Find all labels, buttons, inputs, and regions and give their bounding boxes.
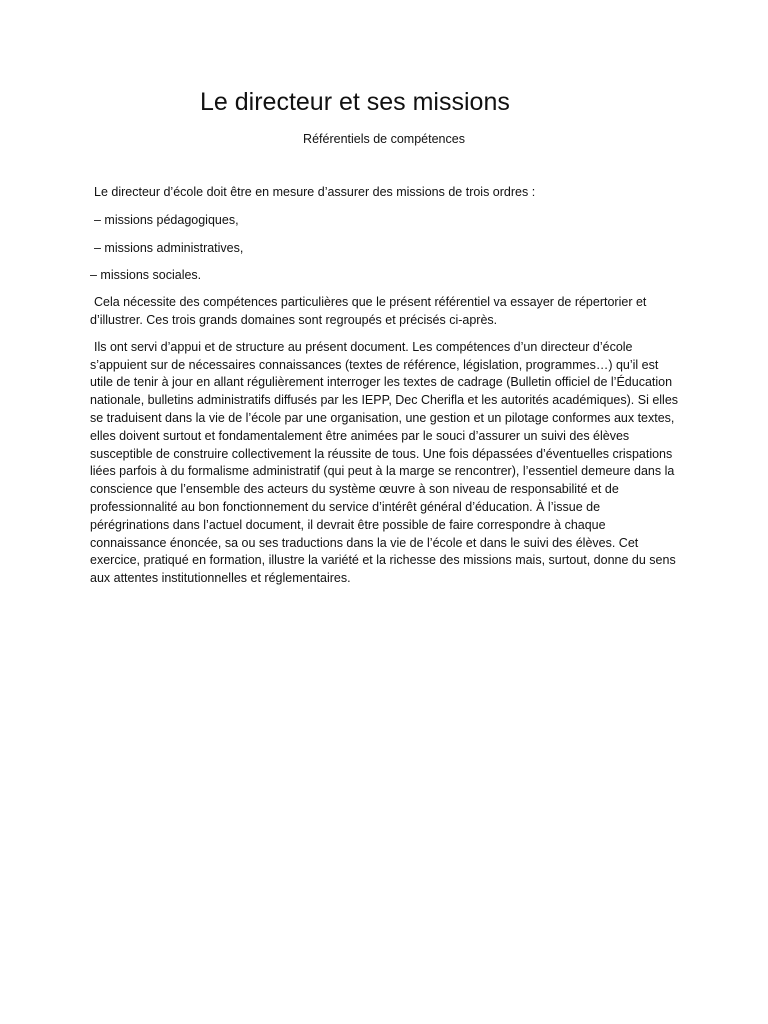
body-paragraph-text: Cela nécessite des compétences particulières que le présent référentiel va essayer de répertorier et d’illustrer. Ces trois grands domaines sont regroupés et précisés ci-après.: [90, 295, 647, 327]
document-subtitle: [0, 130, 768, 148]
list-item-social: – missions sociales.: [90, 268, 202, 283]
intro-paragraph: Le directeur d’école doit être en mesure d’assurer des missions de trois ordres :: [94, 185, 536, 199]
document-title: Le directeur et ses missions: [200, 88, 510, 116]
body-paragraph: [90, 339, 680, 588]
list-item-administrative: – missions administratives,: [94, 240, 244, 255]
body-paragraph-text: Ils ont servi d’appui et de structure au présent document. Les compétences d’un directeur d’école s’appuient sur de nécessaires connaissances (textes de référence, législation, programmes…) qu’il est utile de tenir à jour en allant régulièrement interroger les textes de cadrage (Bulletin officiel de l’Éducation nationale, bulletins administratifs diffusés par les IEPP, Dec Cherifla et les autorités académiques). Si elles se traduisent dans la vie de l’école par une organisation, une gestion et un pilotage conformes aux textes, elles doivent surtout et fondamentalement être animées par le souci d’assurer un suivi des élèves susceptible de construire collectivement la réussite de tous. Une fois dépassées d’éventuelles crispations liées parfois à du formalisme administratif (qui peut à la marge se rencontrer), l’essentiel demeure dans la conscience que l’ensemble des acteurs du système œuvre à son niveau de responsabilité et de professionnalité au bon fonctionnement du service d’intérêt général d’éducation. À l’issue de pérégrinations dans l’actuel document, il devrait être possible de faire correspondre à chaque connaissance énoncée, sa ou ses traductions dans la vie de l’école et dans le suivi des élèves. Cet exercice, pratiqué en formation, illustre la variété et la richesse des missions mais, surtout, donne du sens aux attentes institutionnelles et réglementaires.: [90, 339, 679, 586]
list-item-pedagogical: – missions pédagogiques,: [94, 212, 239, 227]
document-body: [90, 184, 680, 588]
subtitle-text: Référentiels de compétences: [303, 132, 465, 146]
body-paragraph: [90, 294, 680, 330]
